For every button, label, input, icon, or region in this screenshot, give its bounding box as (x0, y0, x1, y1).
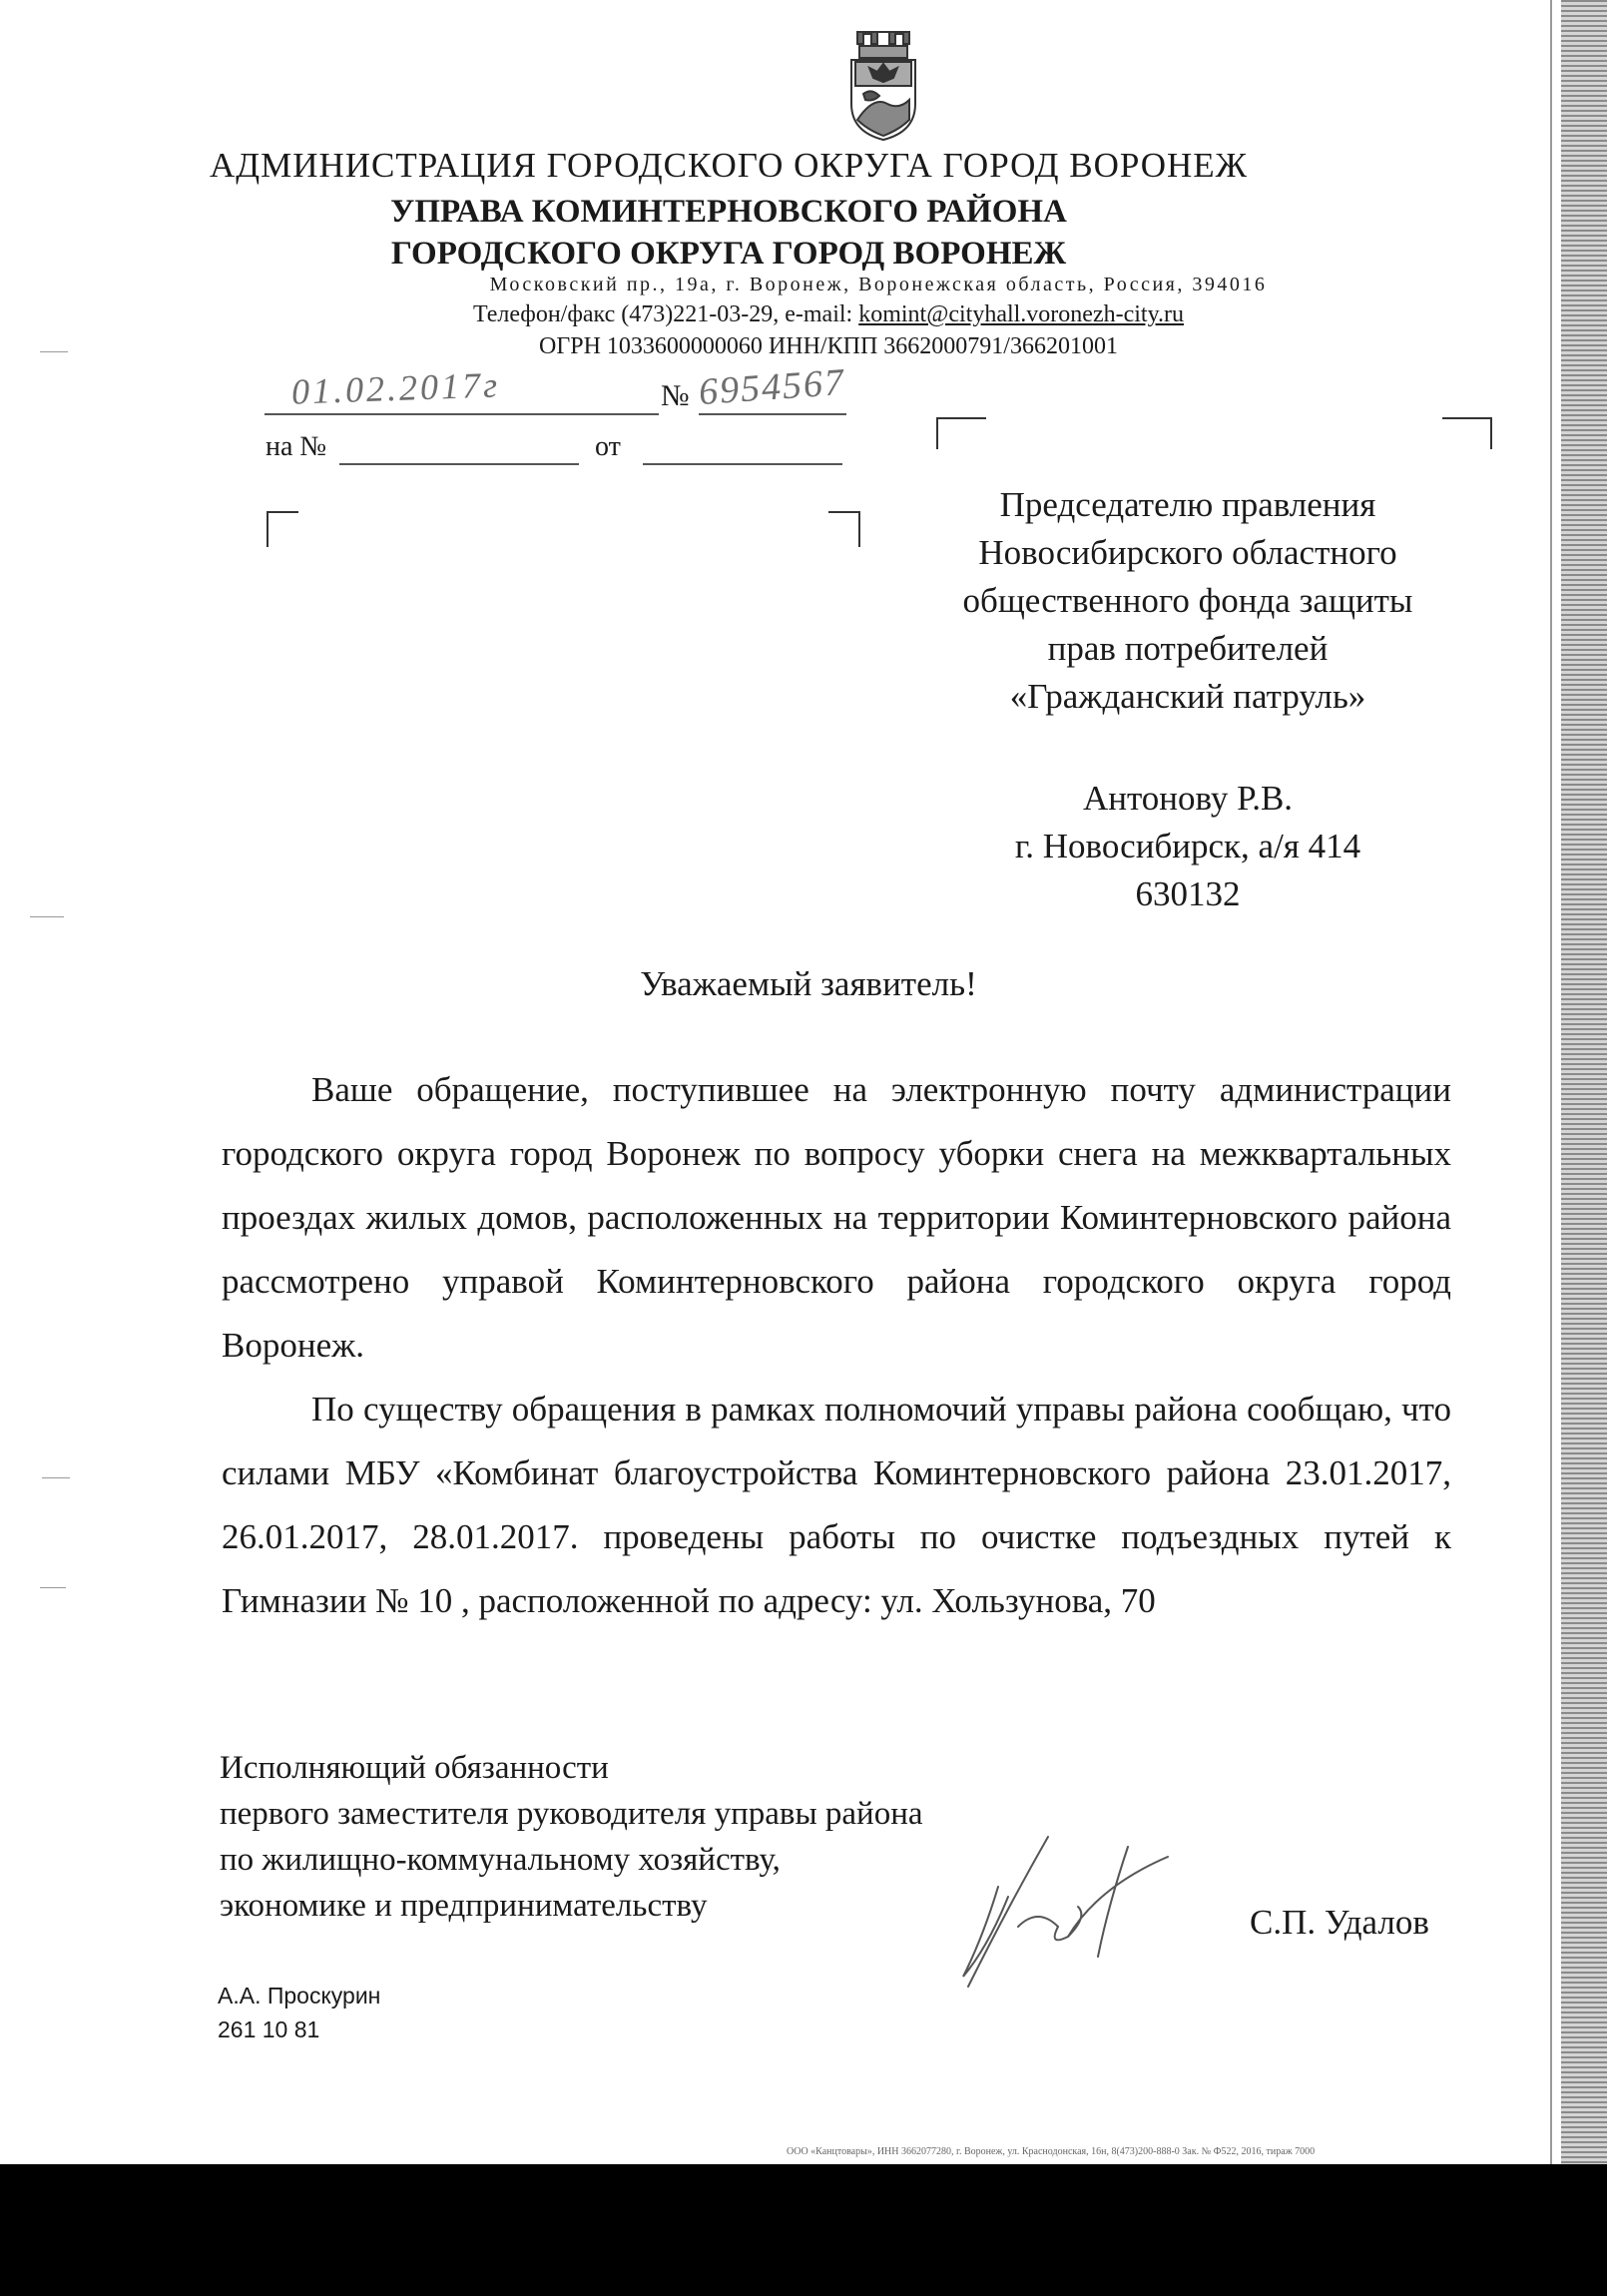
signatory-title-line: первого заместителя руководителя управы района (220, 1796, 923, 1832)
phone-fax: Телефон/факс (473)221-03-29, e-mail: (472, 301, 859, 327)
scan-bottom-bar (0, 2164, 1607, 2296)
printer-imprint: ООО «Канцтовары», ИНН 3662077280, г. Воронеж, ул. Краснодонская, 16н, 8(473)200-888-0 Зак. № Ф522, 2016, тираж 7000 (787, 2146, 1316, 2157)
uprava-heading-line1: УПРАВА КОМИНТЕРНОВСКОГО РАЙОНА (390, 194, 1067, 230)
number-sign: № (661, 379, 690, 412)
recipient-line: Председателю правления (999, 485, 1376, 524)
recipient-line: прав потребителей (1047, 629, 1329, 668)
left-field-corner-top-left (267, 511, 298, 547)
registration-number-handwritten: 6954567 (697, 360, 847, 414)
letter-body (222, 1058, 1451, 1633)
signatory-title-line: Исполняющий обязанности (220, 1750, 609, 1786)
recipient-line: Новосибирского областного (978, 533, 1397, 572)
recipient-name: Антонову Р.В. (1082, 779, 1294, 818)
date-underline (265, 413, 659, 415)
scan-edge-line (1550, 0, 1552, 2164)
scan-mark (42, 1477, 70, 1478)
number-underline (699, 413, 846, 415)
recipient-address: г. Новосибирск, а/я 414 (1014, 827, 1361, 865)
signatory-name: С.П. Удалов (1250, 1903, 1429, 1942)
scan-mark (40, 1587, 66, 1588)
contact-line (329, 301, 1328, 328)
recipient-line: «Гражданский патруль» (1009, 677, 1366, 716)
recipient-postcode: 630132 (1135, 874, 1241, 913)
uprava-heading-line2: ГОРОДСКОГО ОКРУГА ГОРОД ВОРОНЕЖ (390, 236, 1067, 272)
executor-phone: 261 10 81 (218, 2016, 320, 2042)
scan-edge-stripe (1561, 0, 1607, 2164)
body-paragraph: По существу обращения в рамках полномочий управы района сообщаю, что силами МБУ «Комбинат благоустройства Коминтерновского района 23.01.2017, 26.01.2017, 28.01.2017. проведены работы по очистке подъездных путей к Гимназии № 10 , расположенной по адресу: ул. Хользунова, 70 (222, 1390, 1451, 1620)
reference-number-line (339, 463, 579, 465)
executor-block (218, 1979, 380, 2046)
signatory-title-line: экономике и предпринимательству (220, 1888, 708, 1924)
signatory-title (220, 1745, 923, 1929)
address-corner-top-right (1442, 417, 1492, 449)
admin-heading: АДМИНИСТРАЦИЯ ГОРОДСКОГО ОКРУГА ГОРОД ВОРОНЕЖ (209, 146, 1249, 185)
email-link[interactable]: komint@cityhall.voronezh-city.ru (858, 301, 1185, 327)
reference-from-label: от (595, 431, 621, 462)
executor-name: А.А. Проскурин (218, 1983, 381, 2009)
organization-address: Московский пр., 19а, г. Воронеж, Воронежская область, Россия, 394016 (489, 274, 1268, 295)
ogrn-inn-line: ОГРН 1033600000060 ИНН/КПП 3662000791/366201001 (539, 333, 1118, 359)
signatory-title-line: по жилищно-коммунальному хозяйству, (220, 1842, 781, 1878)
scan-mark (30, 916, 64, 917)
recipient-line: общественного фонда защиты (962, 581, 1413, 620)
registration-date-handwritten: 01.02.2017г (290, 364, 501, 412)
left-field-corner-top-right (828, 511, 860, 547)
address-corner-top-left (936, 417, 986, 449)
recipient-block (888, 481, 1487, 918)
handwritten-signature (928, 1827, 1188, 1997)
salutation: Уважаемый заявитель! (640, 964, 977, 1003)
reference-number-label: на № (266, 431, 327, 462)
coat-of-arms-emblem (843, 24, 923, 144)
body-paragraph: Ваше обращение, поступившее на электронную почту администрации городского округа город Воронеж по вопросу уборки снега на межквартальных проездах жилых домов, расположенных на территории Коминтерновского района рассмотрено управой Коминтерновского района городского округа город Воронеж. (222, 1070, 1451, 1365)
reference-date-line (643, 463, 842, 465)
scan-mark (40, 351, 68, 352)
